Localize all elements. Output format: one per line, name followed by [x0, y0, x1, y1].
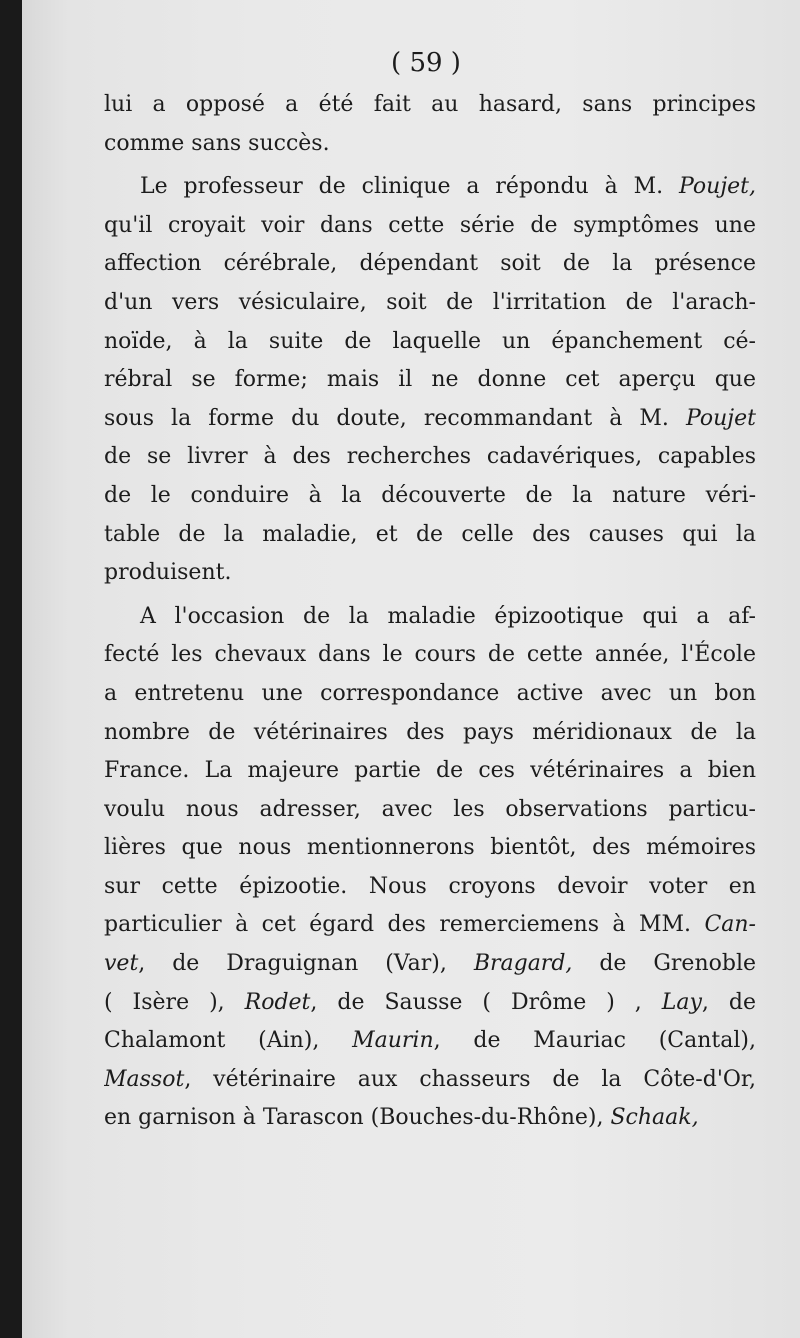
- text-run: France. La majeure partie de ces vétérinaires a bien: [104, 758, 756, 784]
- text-line: [104, 477, 756, 516]
- text-run: ( Isère ),: [104, 989, 245, 1015]
- book-page: [22, 0, 800, 1338]
- text-run: , de Mauriac (Cantal),: [433, 1028, 756, 1054]
- text-line: [104, 752, 756, 791]
- text-run: en garnison à Tarascon (Bouches-du-Rhône),: [104, 1105, 611, 1131]
- text-run: , vétérinaire aux chasseurs de la Côte-d'Or,: [184, 1066, 756, 1092]
- text-run: Chalamont (Ain),: [104, 1028, 353, 1054]
- italic-name: Poujet: [685, 405, 756, 431]
- page-number: ( 59 ): [391, 48, 461, 78]
- text-line: [104, 791, 756, 830]
- text-run: voulu nous adresser, avec les observations particu-: [104, 796, 756, 822]
- paragraph: [104, 168, 756, 593]
- text-line: [104, 516, 756, 555]
- text-run: qu'il croyait voir dans cette série de symptômes une: [104, 212, 756, 238]
- text-line: [104, 86, 756, 125]
- italic-name: Massot: [104, 1066, 185, 1092]
- text-line: [104, 207, 756, 246]
- italic-name: vet: [104, 951, 139, 977]
- text-run: A l'occasion de la maladie épizootique qui a af-: [140, 603, 756, 629]
- text-line: [104, 125, 756, 164]
- text-run: rébral se forme; mais il ne donne cet aperçu que: [104, 367, 756, 393]
- text-line: [104, 554, 756, 593]
- text-line: [104, 284, 756, 323]
- text-run: fecté les chevaux dans le cours de cette année, l'École: [104, 642, 756, 668]
- text-run: comme sans succès.: [104, 130, 330, 156]
- text-run: lières que nous mentionnerons bientôt, des mémoires: [104, 835, 756, 861]
- text-line: [104, 945, 756, 984]
- italic-name: Bragard,: [473, 951, 573, 977]
- text-run: table de la maladie, et de celle des causes qui la: [104, 521, 756, 547]
- text-line: [104, 829, 756, 868]
- italic-name: Maurin: [352, 1028, 434, 1054]
- text-run: Le professeur de clinique a répondu à M.: [140, 174, 679, 200]
- text-line: [104, 1022, 756, 1061]
- italic-name: Poujet,: [679, 174, 756, 200]
- text-run: produisent.: [104, 560, 232, 586]
- text-run: de le conduire à la découverte de la nature véri-: [104, 482, 756, 508]
- italic-name: Lay: [661, 989, 702, 1015]
- body-text: [104, 86, 756, 1138]
- text-line: [104, 1099, 756, 1138]
- text-line: [104, 636, 756, 675]
- text-run: de Grenoble: [572, 951, 756, 977]
- text-line: [104, 361, 756, 400]
- text-line: [104, 400, 756, 439]
- text-block: [104, 40, 756, 1138]
- paragraph: [104, 86, 756, 163]
- italic-name: Schaak,: [610, 1105, 699, 1131]
- text-line: [104, 245, 756, 284]
- text-run: nombre de vétérinaires des pays méridionaux de la: [104, 719, 756, 745]
- text-run: particulier à cet égard des remerciemens à MM.: [104, 912, 705, 938]
- text-run: noïde, à la suite de laquelle un épanchement cé-: [104, 328, 756, 354]
- text-line: [104, 984, 756, 1023]
- text-line: [104, 675, 756, 714]
- paragraph: [104, 598, 756, 1138]
- text-line: [104, 438, 756, 477]
- text-line: [104, 714, 756, 753]
- text-line: [104, 323, 756, 362]
- text-run: sous la forme du doute, recommandant à M.: [104, 405, 686, 431]
- italic-name: Rodet: [244, 989, 311, 1015]
- text-run: d'un vers vésiculaire, soit de l'irritation de l'arach-: [104, 289, 756, 315]
- text-run: affection cérébrale, dépendant soit de la présence: [104, 251, 756, 277]
- text-line: [104, 906, 756, 945]
- text-run: de se livrer à des recherches cadavériques, capables: [104, 444, 756, 470]
- text-line: [104, 1061, 756, 1100]
- text-run: , de Sausse ( Drôme ) ,: [310, 989, 662, 1015]
- text-line: [104, 868, 756, 907]
- text-run: , de: [701, 989, 756, 1015]
- italic-name: Can-: [704, 912, 756, 938]
- text-line: [104, 598, 756, 637]
- text-run: lui a opposé a été fait au hasard, sans principes: [104, 92, 756, 117]
- text-run: , de Draguignan (Var),: [138, 951, 474, 977]
- text-run: a entretenu une correspondance active avec un bon: [104, 680, 756, 706]
- text-line: [104, 168, 756, 207]
- text-run: sur cette épizootie. Nous croyons devoir voter en: [104, 873, 756, 899]
